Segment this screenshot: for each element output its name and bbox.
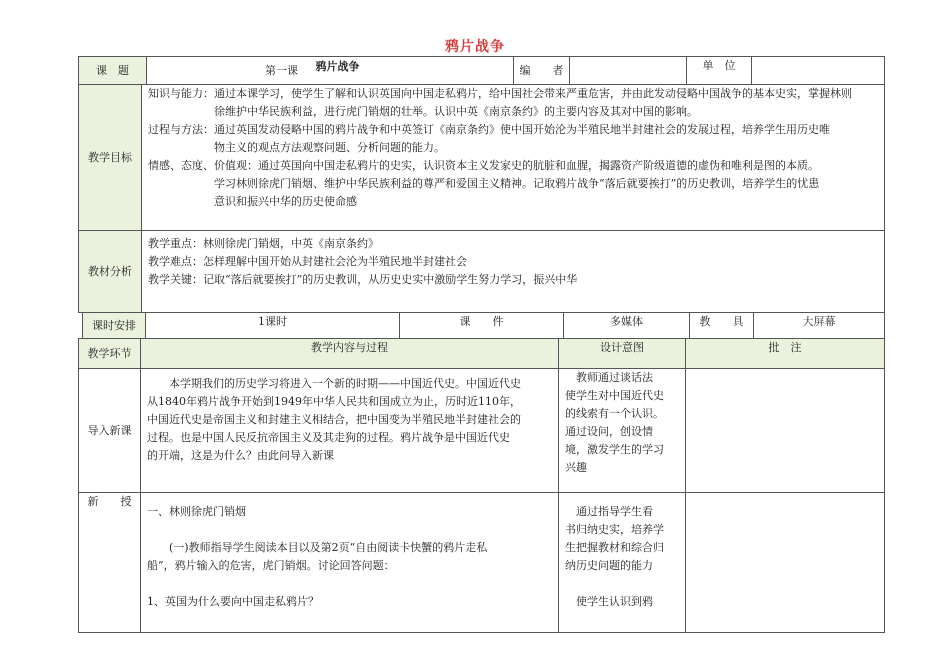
analysis-line: 教学关键：记取“落后就要挨打”的历史教训，从历史史实中激励学生努力学习，振兴中华 [148,273,578,286]
intro-design-line: 境，激发学生的学习 [565,443,664,456]
schedule-label: 课时安排 [83,313,146,339]
goals-line: 徐维护中华民族利益，进行虎门销烟的壮举。认识中英《南京条约》的主要内容及其对中国的影响。 [214,105,698,118]
newlesson-para: (一)教师指导学生阅读本目以及第2页“自由阅读卡快蟹的鸦片走私 [147,541,488,554]
editor-label: 编 者 [514,57,570,85]
lesson-label: 课 题 [79,57,147,85]
goals-line: 情感、态度、价值观：通过英国向中国走私鸦片的史实，认识资本主义发家史的肮脏和血腥，揭露资产阶级道德的虚伪和唯利是图的本质。 [148,159,819,172]
intro-design-line: 使学生对中国近代史 [565,389,664,402]
goals-line: 过程与方法：通过英国发动侵略中国的鸦片战争和中英签订《南京条约》使中国开始沦为半殖民地半封建社会的发展过程，培养学生用历史唯 [148,123,830,136]
process-table [78,338,885,633]
analysis-label: 教材分析 [79,231,142,313]
goals-table [78,84,885,313]
intro-label: 导入新课 [79,369,141,493]
newlesson-section: 一、林则徐虎门销烟 [147,505,246,518]
newlesson-question: 1、英国为什么要向中国走私鸦片？ [147,595,319,608]
goals-line: 意识和振兴中华的历史使命感 [214,195,357,208]
courseware-value: 多媒体 [564,313,690,339]
intro-content [141,369,559,493]
analysis-content [142,231,885,313]
lesson-info-table [78,56,885,85]
goals-label: 教学目标 [79,85,142,231]
intro-design [559,369,686,493]
lesson-name-cell [147,57,514,85]
process-col-stage: 教学环节 [79,339,141,369]
unit-label: 单 位 [687,57,752,85]
schedule-hours: 1课时 [146,313,400,339]
newlesson-design-line: 通过指导学生看 [565,505,653,518]
intro-design-line: 通过设问，创设情 [565,425,653,438]
lesson-name: 鸦片战争 [315,59,360,73]
process-col-notes: 批 注 [686,339,885,369]
intro-line: 过程。也是中国人民反抗帝国主义及其走狗的过程。鸦片战争是中国近代史 [147,431,510,444]
newlesson-notes [686,493,885,633]
newlesson-content [141,493,559,633]
lesson-prefix: 第一课 [265,63,298,77]
intro-design-line: 的线索有一个认识。 [565,407,664,420]
newlesson-design [559,493,686,633]
goals-line: 知识与能力：通过本课学习，使学生了解和认识英国向中国走私鸦片，给中国社会带来严重危害，并由此发动侵略中国战争的基本史实，掌握林则 [148,87,852,100]
process-col-content: 教学内容与过程 [141,339,559,369]
intro-design-line: 教师通过谈话法 [565,371,653,384]
intro-design-line: 兴趣 [565,461,587,474]
newlesson-design-line: 生把握教材和综合归 [565,541,664,554]
editor-value [570,57,687,85]
newlesson-design-line: 使学生认识到鸦 [565,595,653,608]
analysis-line: 教学重点：林则徐虎门销烟，中英《南京条约》 [148,237,379,250]
goals-line: 学习林则徐虎门销烟、维护中华民族利益的尊严和爱国主义精神。记取鸦片战争“落后就要挨打”的历史教训，培养学生的忧患 [214,177,820,190]
goals-line: 物主义的观点方法观察问题、分析问题的能力。 [214,141,445,154]
schedule-table [82,312,885,339]
goals-content [142,85,885,231]
page-title: 鸦片战争 [445,39,505,55]
intro-notes [686,369,885,493]
newlesson-design-line: 书归纳史实，培养学 [565,523,664,536]
unit-value [752,57,885,85]
intro-line: 中国近代史是帝国主义和封建主义相结合，把中国变为半殖民地半封建社会的 [147,413,521,426]
analysis-line: 教学难点：怎样理解中国开始从封建社会沦为半殖民地半封建社会 [148,255,467,268]
tools-label: 教 具 [690,313,754,339]
newlesson-label: 新 授 [79,493,141,633]
newlesson-para: 船”，鸦片输入的危害，虎门销烟。讨论回答问题： [147,559,395,572]
intro-line: 从1840年鸦片战争开始到1949年中华人民共和国成立为止，历时近110年， [147,395,521,408]
newlesson-design-line: 纳历史问题的能力 [565,559,653,572]
courseware-label: 课 件 [400,313,564,339]
tools-value: 大屏幕 [754,313,885,339]
process-col-design: 设计意图 [559,339,686,369]
intro-line: 本学期我们的历史学习将进入一个新的时期——中国近代史。中国近代史 [147,377,521,390]
intro-line: 的开端，这是为什么？由此问导入新课 [147,449,334,462]
